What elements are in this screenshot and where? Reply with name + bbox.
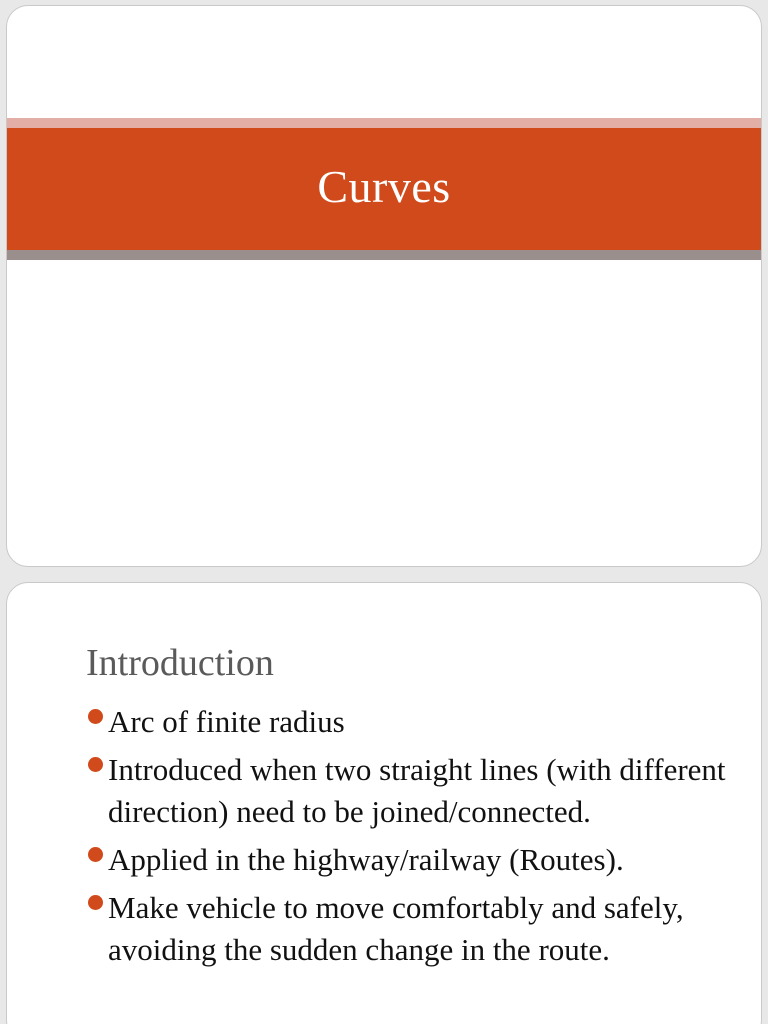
bullet-item bbox=[86, 839, 726, 881]
title-band bbox=[7, 128, 761, 250]
title-band-bottom-stripe bbox=[7, 250, 761, 260]
bullet-item bbox=[86, 749, 726, 833]
bullet-text: Make vehicle to move comfortably and safely, avoiding the sudden change in the route. bbox=[108, 890, 684, 967]
title-band-top-stripe bbox=[7, 118, 761, 128]
bullet-dot-icon bbox=[88, 757, 103, 772]
bullet-dot-icon bbox=[88, 895, 103, 910]
bullet-text: Introduced when two straight lines (with different direction) need to be joined/connected. bbox=[108, 752, 726, 829]
bullet-text: Applied in the highway/railway (Routes). bbox=[108, 842, 624, 877]
slide-heading: Introduction bbox=[86, 642, 274, 684]
bullet-item bbox=[86, 701, 726, 743]
bullet-dot-icon bbox=[88, 709, 103, 724]
bullet-text: Arc of finite radius bbox=[108, 704, 345, 739]
bullet-dot-icon bbox=[88, 847, 103, 862]
introduction-slide bbox=[6, 582, 762, 1024]
title-slide bbox=[6, 5, 762, 567]
slide-title: Curves bbox=[317, 160, 451, 212]
bullet-list bbox=[86, 701, 726, 977]
bullet-item bbox=[86, 887, 726, 971]
